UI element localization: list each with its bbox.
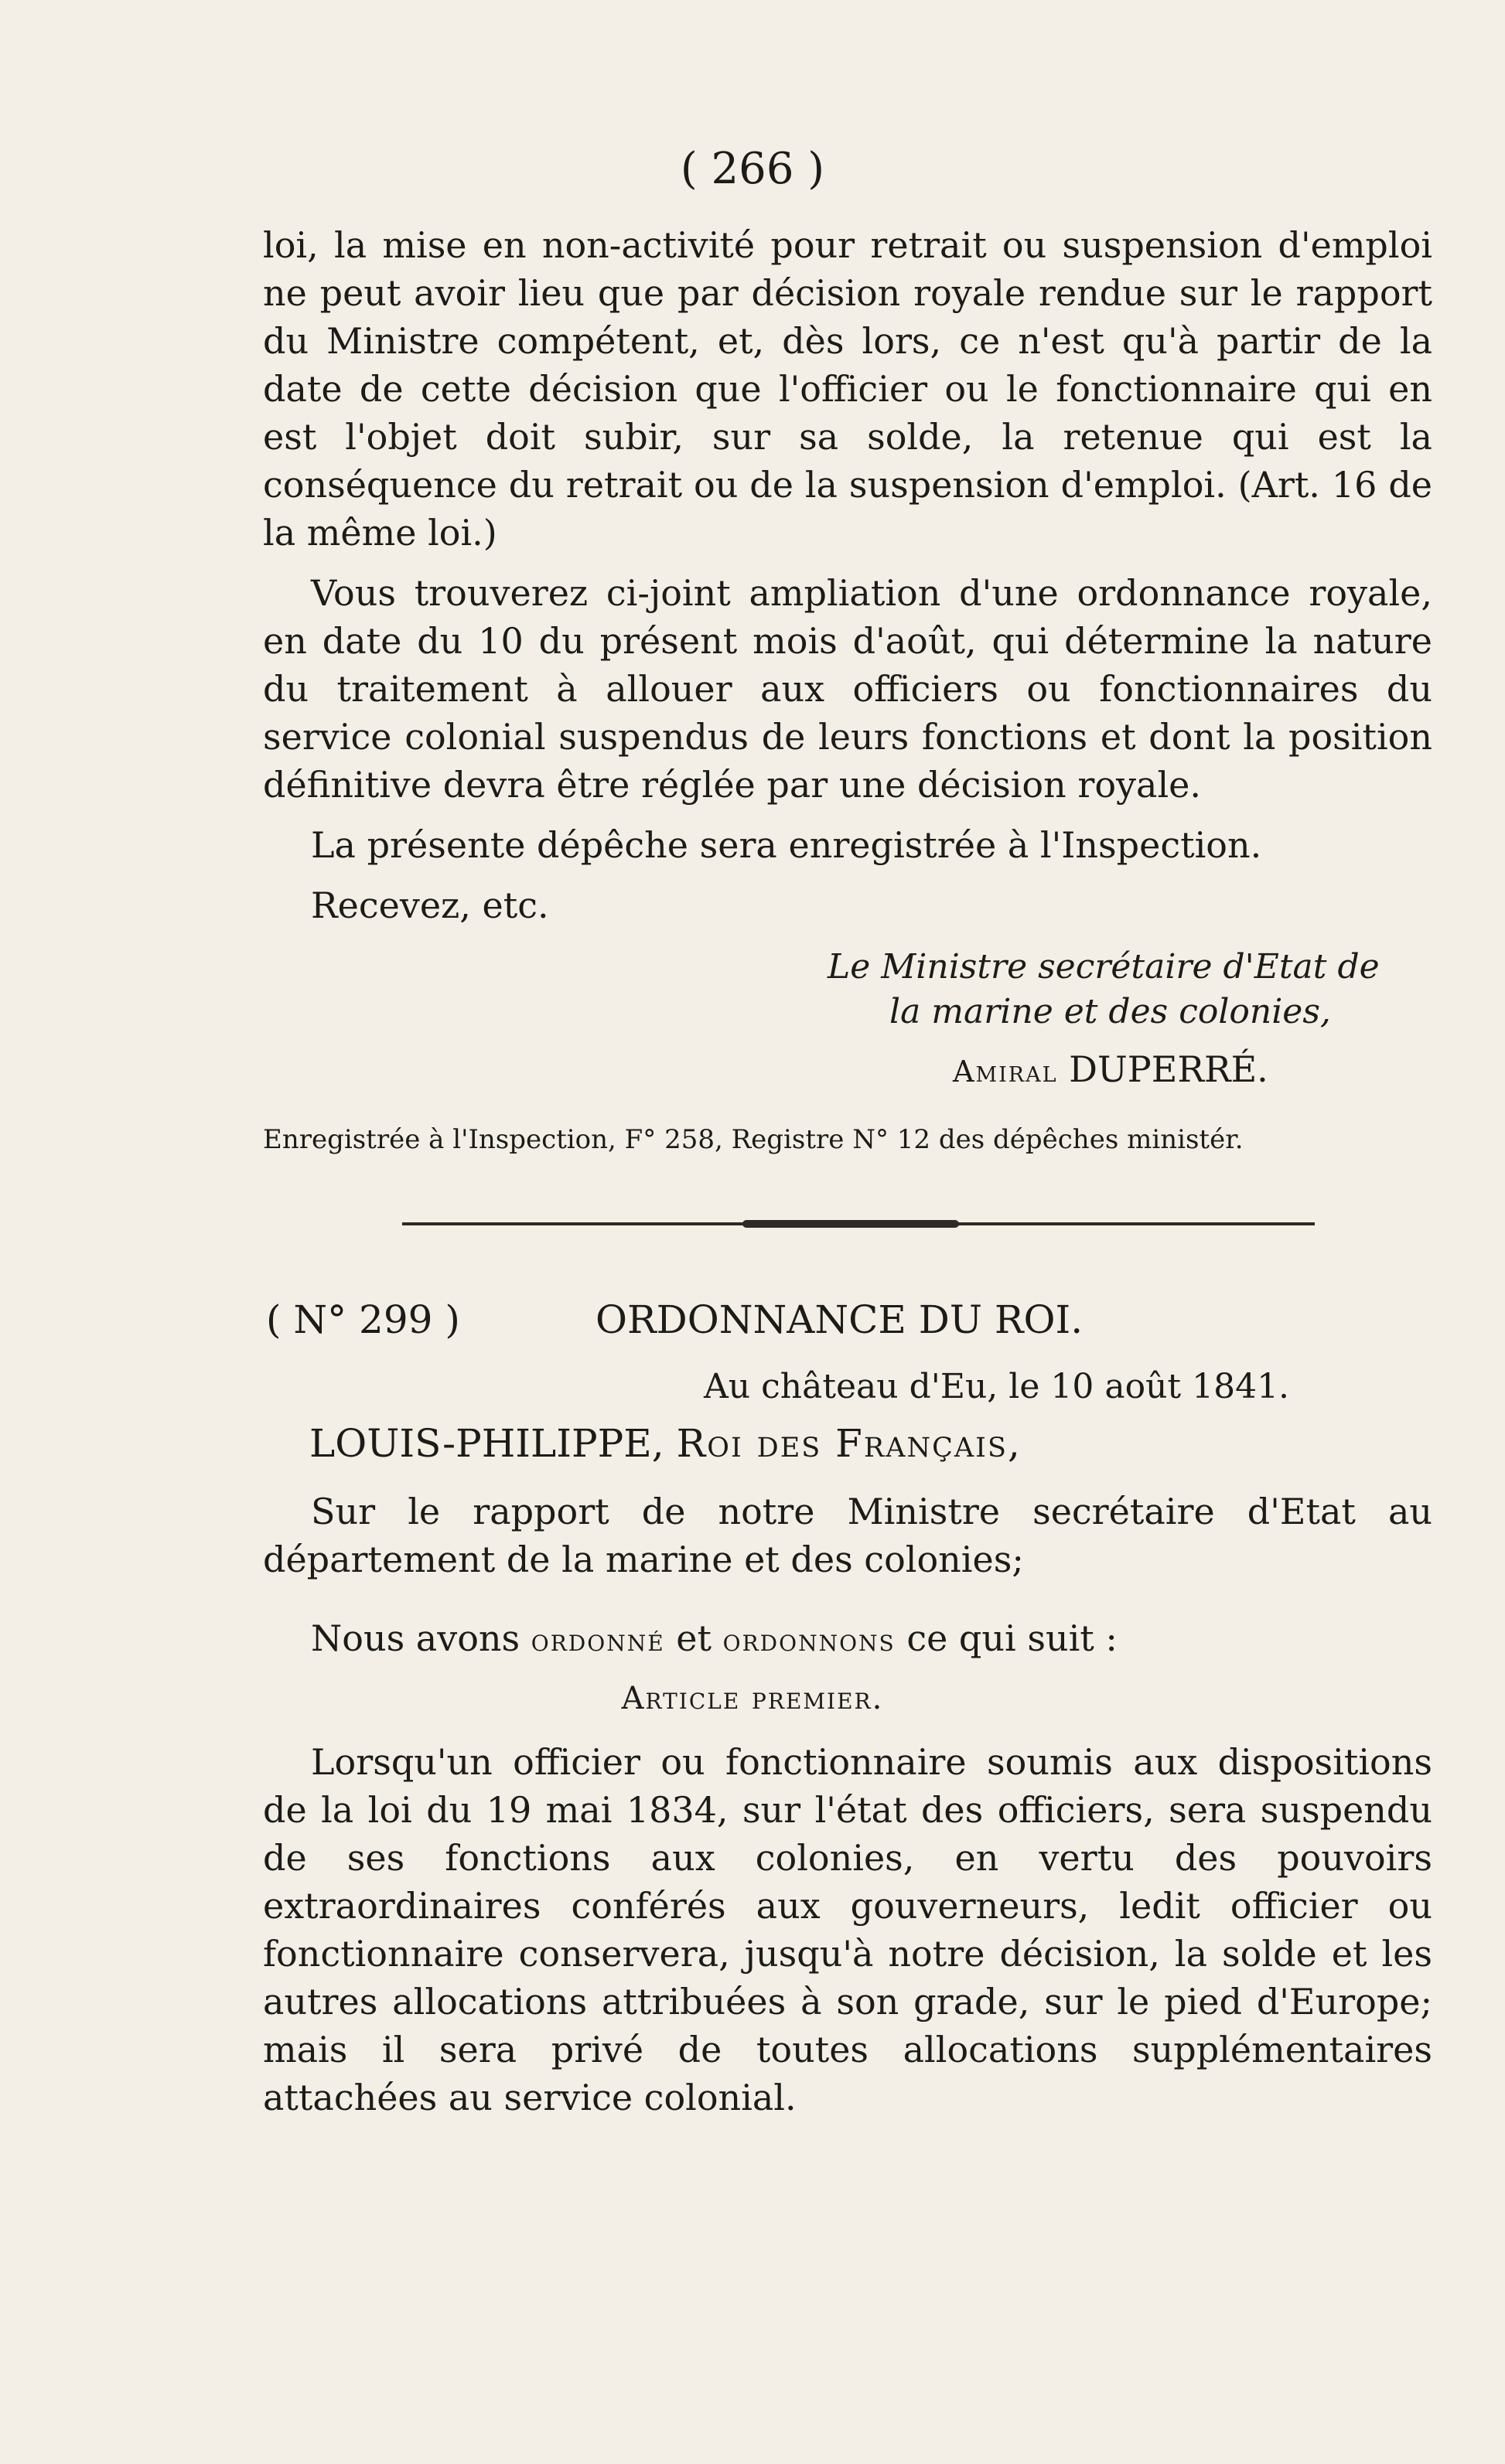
decree-ordonnons: ordonnons <box>722 1623 896 1658</box>
decree-ordonne: ordonné <box>531 1623 665 1658</box>
signature-surname: DUPERRÉ. <box>1069 1048 1268 1090</box>
article-heading: Article premier. <box>621 1681 884 1716</box>
ampliation-paragraph: Vous trouverez ci-joint ampliation d'une ordonnance royale, en date du 10 du présent mois d'août, qui détermine la nature du traitement à allouer aux officiers ou fonctionnaires du service colonial suspendus de leurs fonctions et dont la position définitive devra être réglée par une décision royale. <box>263 572 1432 806</box>
king-line <box>309 1421 1022 1466</box>
signature-line-2: la marine et des colonies, <box>889 992 1331 1031</box>
signature-line-1: Le Ministre secrétaire d'Etat de <box>828 947 1380 987</box>
closing-formula: Recevez, etc. <box>311 884 549 926</box>
section-divider <box>402 1222 1315 1225</box>
king-name: LOUIS-PHILIPPE, <box>309 1421 664 1466</box>
decree-prefix: Nous avons <box>311 1617 520 1659</box>
king-title: Roi des Français, <box>676 1421 1022 1466</box>
decree-formula <box>263 1614 1432 1665</box>
continued-paragraph: loi, la mise en non-activité pour retrait ou suspension d'emploi ne peut avoir lieu que par décision royale rendue sur le rapport du Ministre compétent, et, dès lors, ce n'est qu'à partir de la date de cette décision que l'officier ou le fonctionnaire qui en est l'objet doit subir, sur sa solde, la retenue qui est la conséquence du retrait ou de la suspension d'emploi. (Art. 16 de la même loi.) <box>263 224 1432 554</box>
registration-paragraph: La présente dépêche sera enregistrée à l'Inspection. <box>311 824 1262 866</box>
decree-suffix: ce qui suit : <box>906 1617 1118 1659</box>
ordinance-place-date: Au château d'Eu, le 10 août 1841. <box>704 1367 1290 1406</box>
preamble-paragraph: Sur le rapport de notre Ministre secrétaire d'Etat au département de la marine et des colonies; <box>263 1491 1432 1580</box>
ordinance-title: ORDONNANCE DU ROI. <box>596 1297 1084 1342</box>
decree-and: et <box>676 1617 712 1659</box>
registration-note: Enregistrée à l'Inspection, F° 258, Registre N° 12 des dépêches ministér. <box>263 1124 1244 1155</box>
ordinance-number: ( N° 299 ) <box>266 1297 460 1342</box>
signature-rank: Amiral <box>953 1055 1058 1089</box>
page-number: ( 266 ) <box>680 144 825 194</box>
signature-name <box>953 1048 1268 1090</box>
article-text: Lorsqu'un officier ou fonctionnaire soumis aux dispositions de la loi du 19 mai 1834, sur l'état des officiers, sera suspendu de ses fonctions aux colonies, en vertu des pouvoirs extraordinaires conférés aux gouverneurs, ledit officier ou fonctionnaire conservera, jusqu'à notre décision, la solde et les autres allocations attribuées à son grade, sur le pied d'Europe; mais il sera privé de toutes allocations supplémentaires attachées au service colonial. <box>263 1741 1432 2118</box>
